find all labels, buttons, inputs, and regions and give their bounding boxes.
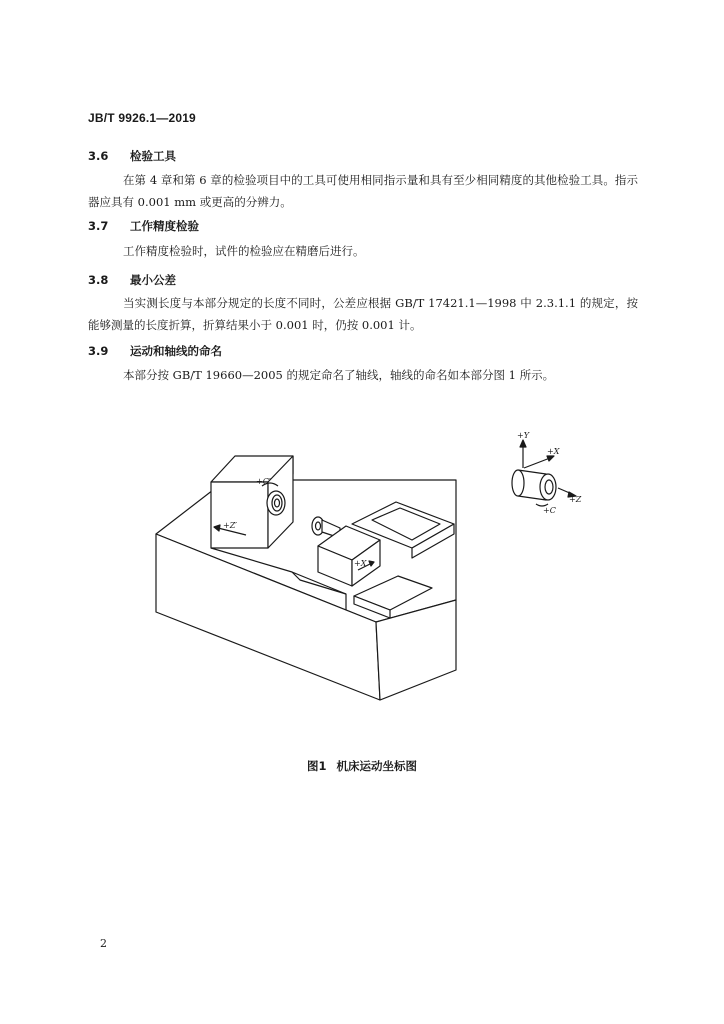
page-number: 2: [100, 937, 107, 950]
label-c: +C: [543, 506, 556, 515]
label-x: +X: [547, 447, 560, 456]
section-heading-3-7: [88, 218, 199, 234]
section-heading-3-8: [88, 272, 176, 288]
section-number: 3.8: [88, 273, 109, 287]
label-z: +Z: [569, 495, 582, 504]
document-code: JB/T 9926.1—2019: [88, 111, 196, 125]
y-arrowhead: [520, 440, 526, 447]
section-paragraph: 当实测长度与本部分规定的长度不同时，公差应根据 GB/T 17421.1—1998 中 2.3.1.1 的规定，按能够测量的长度折算，折算结果小于 0.001 时，仍按 0.001 计。: [88, 296, 638, 332]
figure-caption-text: 机床运动坐标图: [336, 759, 417, 773]
label-x-machine: +X: [354, 559, 367, 568]
section-paragraph: 本部分按 GB/T 19660—2005 的规定命名了轴线，轴线的命名如本部分图 1 所示。: [123, 368, 555, 382]
label-c-prime: +C′: [256, 477, 271, 486]
label-z-prime: +Z′: [223, 521, 238, 530]
section-paragraph: 工作精度检验时，试件的检验应在精磨后进行。: [123, 244, 365, 258]
section-number: 3.9: [88, 344, 109, 358]
section-number: 3.6: [88, 149, 109, 163]
machine-diagram: [0, 400, 724, 740]
section-number: 3.7: [88, 219, 109, 233]
section-title: 运动和轴线的命名: [130, 344, 222, 358]
cylinder-bore: [545, 480, 553, 494]
headstock-front: [211, 482, 268, 548]
axis-system: [512, 431, 582, 515]
section-title: 最小公差: [130, 273, 176, 287]
figure-label: 图1: [306, 759, 327, 773]
x-arrowhead-axis: [547, 456, 554, 461]
section-title: 工作精度检验: [130, 219, 199, 233]
label-y: +Y: [517, 431, 529, 440]
x-axis: [524, 458, 550, 468]
section-title: 检验工具: [130, 149, 176, 163]
section-heading-3-9: [88, 343, 222, 359]
wheel-hub: [316, 522, 321, 530]
section-paragraph: 在第 4 章和第 6 章的检验项目中的工具可使用相同指示量和具有至少相同精度的其他检验工具。指示器应具有 0.001 mm 或更高的分辨力。: [88, 173, 638, 209]
section-heading-3-6: [88, 148, 176, 164]
cylinder-back: [512, 470, 524, 496]
spindle-core: [275, 499, 280, 507]
figure-caption: [0, 758, 724, 774]
